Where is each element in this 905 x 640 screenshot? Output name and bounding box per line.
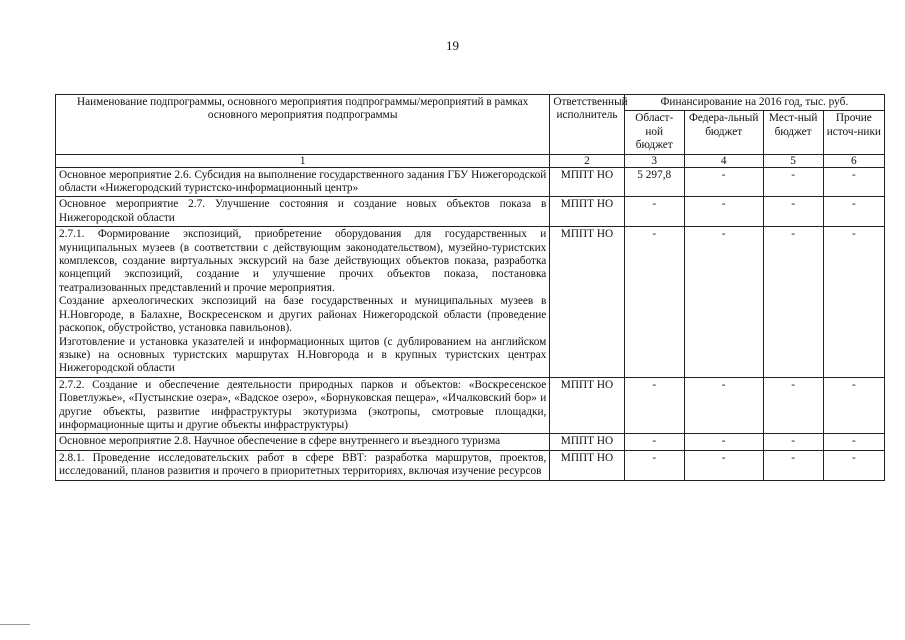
row-regional: 5 297,8 — [624, 167, 684, 197]
row-other: - — [823, 434, 884, 450]
table-row — [56, 450, 885, 480]
row-name: 2.7.2. Создание и обеспечение деятельности природных парков и объектов: «Воскресенское Поветлужье», «Пустынские озера», «Вадское озеро», «Борнуковская пещера», «Ичалковский бор» и другие объекты, развитие инфраструктуры экотуризма (экотропы, смотровые площадки, информационные щиты и другие объекты инфраструктуры) — [56, 377, 550, 434]
row-executor: МППТ НО — [550, 377, 624, 434]
row-other: - — [823, 167, 884, 197]
table-row — [56, 377, 885, 434]
header-executor: Ответственный исполнитель — [550, 95, 624, 155]
row-federal: - — [684, 197, 763, 227]
row-executor: МППТ НО — [550, 434, 624, 450]
row-federal: - — [684, 450, 763, 480]
column-number: 6 — [823, 154, 884, 167]
row-regional: - — [624, 377, 684, 434]
row-paragraph: Изготовление и установка указателей и информационных щитов (с дублированием на английском языке) на основных туристских маршрутах Н.Новгорода и в крупных туристских центрах Нижегородской области — [59, 335, 547, 375]
row-federal: - — [684, 227, 763, 377]
table-row — [56, 197, 885, 227]
header-regional: Област-ной бюджет — [624, 111, 684, 154]
row-regional: - — [624, 197, 684, 227]
footer-divider — [0, 624, 30, 625]
row-federal: - — [684, 377, 763, 434]
row-local: - — [763, 197, 823, 227]
table-row — [56, 434, 885, 450]
header-federal: Федера-льный бюджет — [684, 111, 763, 154]
column-number: 4 — [684, 154, 763, 167]
row-other: - — [823, 377, 884, 434]
row-executor: МППТ НО — [550, 197, 624, 227]
row-other: - — [823, 197, 884, 227]
row-regional: - — [624, 450, 684, 480]
row-local: - — [763, 167, 823, 197]
table-row — [56, 227, 885, 377]
row-executor: МППТ НО — [550, 450, 624, 480]
row-paragraph: Создание археологических экспозиций на базе государственных и муниципальных музеев в Н.Новгороде, в Балахне, Воскресенском и других районах Нижегородской области (проведение раскопок, обустройство, установка павильонов). — [59, 295, 547, 335]
row-name — [56, 227, 550, 377]
header-name: Наименование подпрограммы, основного мероприятия подпрограммы/мероприятий в рамках основного мероприятия подпрограммы — [56, 95, 550, 155]
header-row-top — [56, 95, 885, 111]
row-name: Основное мероприятие 2.8. Научное обеспечение в сфере внутреннего и въездного туризма — [56, 434, 550, 450]
row-executor: МППТ НО — [550, 167, 624, 197]
financing-table — [55, 94, 885, 481]
row-paragraph: 2.7.1. Формирование экспозиций, приобретение оборудования для государственных и муниципальных музеев (в соответствии с действующим законодательством), музейно-туристских комплексов, создание виртуальных экскурсий на базе действующих объектов показа, разработка концепций экспозиций, создание и улучшение прочих объектов показа, постановка театрализованных представлений и прочие мероприятия. — [59, 228, 547, 294]
header-other: Прочие источ-ники — [823, 111, 884, 154]
header-local: Мест-ный бюджет — [763, 111, 823, 154]
header-financing: Финансирование на 2016 год, тыс. руб. — [624, 95, 884, 111]
row-other: - — [823, 450, 884, 480]
row-name: Основное мероприятие 2.6. Субсидия на выполнение государственного задания ГБУ Нижегородской области «Нижегородский туристско-информационный центр» — [56, 167, 550, 197]
column-number: 5 — [763, 154, 823, 167]
row-name: 2.8.1. Проведение исследовательских работ в сфере ВВТ: разработка маршрутов, проектов, исследований, планов развития и прочего в приоритетных территориях, включая изучение ресурсов — [56, 450, 550, 480]
row-federal: - — [684, 167, 763, 197]
row-other: - — [823, 227, 884, 377]
column-number: 3 — [624, 154, 684, 167]
row-federal: - — [684, 434, 763, 450]
row-local: - — [763, 434, 823, 450]
row-local: - — [763, 227, 823, 377]
page-number: 19 — [446, 38, 459, 53]
row-regional: - — [624, 227, 684, 377]
column-number: 2 — [550, 154, 624, 167]
table-row — [56, 167, 885, 197]
row-local: - — [763, 377, 823, 434]
column-number: 1 — [56, 154, 550, 167]
row-regional: - — [624, 434, 684, 450]
row-local: - — [763, 450, 823, 480]
column-numbers-row — [56, 154, 885, 167]
row-executor: МППТ НО — [550, 227, 624, 377]
row-name: Основное мероприятие 2.7. Улучшение состояния и создание новых объектов показа в Нижегородской области — [56, 197, 550, 227]
